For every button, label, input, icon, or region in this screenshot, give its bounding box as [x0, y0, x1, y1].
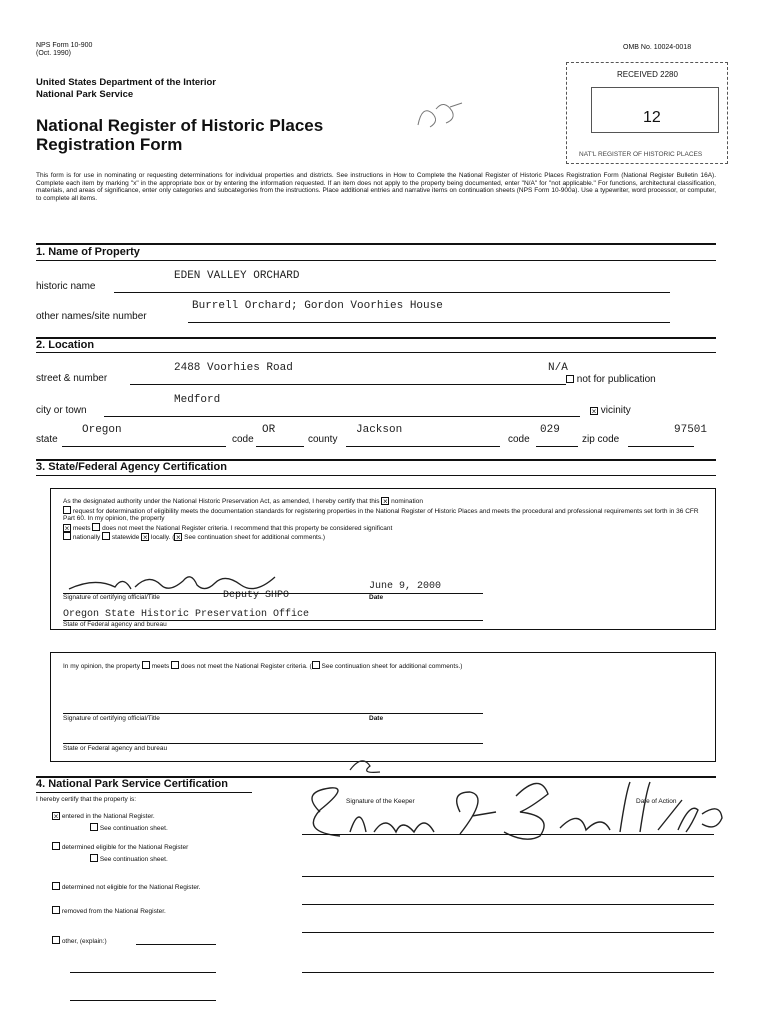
historic-name-value: EDEN VALLEY ORCHARD: [174, 270, 300, 282]
other-names-label: other names/site number: [36, 311, 147, 322]
received-stamp: [566, 62, 728, 164]
checkbox: [142, 661, 150, 669]
checkbox: [52, 906, 60, 914]
checkbox: [90, 823, 98, 831]
other-names-value: Burrell Orchard; Gordon Voorhies House: [192, 300, 443, 312]
keeper-signature: [290, 752, 730, 852]
checkbox: [566, 375, 574, 383]
state-label: state: [36, 434, 58, 445]
checkbox: [102, 532, 110, 540]
cert-item-text: determined not eligible for the National Register.: [61, 884, 201, 891]
stamp-nat-text: NAT'L REGISTER OF HISTORIC PLACES: [579, 151, 703, 158]
vicinity-label: vicinity: [600, 405, 631, 416]
county-code-label: code: [508, 434, 530, 445]
section-1-heading: 1. Name of Property: [36, 246, 140, 258]
county-label: county: [308, 434, 338, 445]
see-continuation: See continuation sheet.: [99, 824, 168, 832]
certify-intro: I hereby certify that the property is:: [36, 796, 137, 803]
cert-item-text: other, (explain:): [61, 938, 107, 945]
department-name: United States Department of the Interior: [36, 77, 216, 88]
stamp-number: 12: [643, 109, 661, 126]
city-value: Medford: [174, 394, 221, 406]
handwritten-initials: [410, 95, 470, 140]
city-label: city or town: [36, 405, 87, 416]
historic-name-label: historic name: [36, 281, 96, 292]
county-code-value: 029: [540, 424, 560, 436]
date-label: Date: [369, 594, 384, 601]
cert-text-2: request for determination of eligibility meets the documentation standards for registering properties in the National Register of Historic Places and meets the procedural and professional requirements set forth in 36 CFR Part 60. In my opinion, the property: [63, 507, 699, 522]
sig-title: Deputy SHPO: [223, 590, 290, 601]
checkbox-checked: [174, 533, 182, 541]
opinion-rest: does not meet the National Register criteria. (: [180, 663, 312, 670]
see-continuation: See continuation sheet.: [99, 855, 168, 863]
form-date: (Oct. 1990): [36, 50, 72, 57]
checkbox: [312, 661, 320, 669]
keeper-sig-label: Signature of the Keeper: [346, 798, 415, 805]
nationally-label: nationally: [72, 534, 101, 541]
certification-box: [50, 488, 716, 630]
opinion-paragraph: [63, 661, 703, 671]
checkbox: [63, 506, 71, 514]
meets-label: meets: [72, 524, 91, 532]
cert-item-text: determined eligible for the National Register: [61, 844, 189, 851]
service-name: National Park Service: [36, 89, 134, 100]
zip-value: 97501: [674, 424, 708, 436]
opinion-continuation: See continuation sheet for additional comments.): [321, 663, 463, 670]
date-of-action-label: Date of Action: [636, 798, 677, 805]
stamp-received: RECEIVED 2280: [617, 70, 678, 79]
na-value: N/A: [548, 362, 568, 374]
checkbox: [52, 842, 60, 850]
checkbox-checked: [381, 497, 389, 505]
sig-label-2: Signature of certifying official/Title: [63, 715, 160, 722]
cert-item-entered: [52, 812, 222, 832]
form-subtitle: Registration Form: [36, 135, 183, 154]
state-code-value: OR: [262, 424, 276, 436]
checkbox: [63, 532, 71, 540]
cert-item-text: entered in the National Register.: [61, 813, 155, 820]
not-for-publication: [566, 374, 656, 385]
agency-label: State of Federal agency and bureau: [63, 621, 167, 628]
state-value: Oregon: [82, 424, 122, 436]
sig-label: Signature of certifying official/Title: [63, 594, 160, 601]
checkbox-checked: [63, 524, 71, 532]
see-continuation: See continuation sheet for additional comments.): [184, 534, 326, 541]
state-code-label: code: [232, 434, 254, 445]
cert-paragraph: [63, 497, 703, 542]
cert-date: June 9, 2000: [369, 581, 442, 592]
checkbox: [92, 523, 100, 531]
not-pub-label: not for publication: [576, 374, 656, 385]
statewide-label: statewide: [111, 534, 140, 541]
instructions: This form is for use in nominating or requesting determinations for individual properties and districts. See instructions in How to Complete the National Register of Historic Places Registration Form (National Register Bulletin 16A). Complete each item by marking "x" in the appropriate box or by entering the information requested. If an item does not apply to the property being documented, enter "N/A" for "not applicable." For functions, architectural classification, materials, and areas of significance, enter only categories and subcategories from the instructions. Place additional entries and narrative items on continuation sheets (NPS Form 10-900a). Use a typewriter, word processor, or computer, to complete all items.: [36, 172, 716, 202]
section-2-heading: 2. Location: [36, 339, 95, 351]
street-value: 2488 Voorhies Road: [174, 362, 293, 374]
nomination-label: nomination: [391, 498, 423, 505]
zip-label: zip code: [582, 434, 620, 445]
cert-item-not-eligible: [52, 882, 202, 892]
section-4-heading: 4. National Park Service Certification: [36, 778, 228, 790]
omb-number: OMB No. 10024-0018: [623, 44, 692, 51]
checkbox-checked: [590, 407, 598, 415]
opinion-text: In my opinion, the property: [63, 663, 140, 670]
date-label-2: Date: [369, 715, 384, 722]
checkbox: [52, 936, 60, 944]
form-title: National Register of Historic Places: [36, 116, 324, 135]
cert-item-removed: [52, 906, 202, 916]
locally-label: locally. (: [151, 534, 175, 541]
agency-label-2: State or Federal agency and bureau: [63, 745, 168, 752]
cert-item-eligible: [52, 842, 202, 863]
checkbox: [171, 661, 179, 669]
checkbox-checked: [141, 533, 149, 541]
form-number: NPS Form 10-900: [36, 42, 93, 49]
agency-value: Oregon State Historic Preservation Office: [63, 609, 310, 620]
checkbox-checked: [52, 812, 60, 820]
cert-text-1: As the designated authority under the National Historic Preservation Act, as amended, I hereby certify that this: [63, 498, 380, 505]
cert-text-3: does not meet the National Register criteria. I recommend that this property be considered significant: [102, 524, 393, 532]
checkbox: [52, 882, 60, 890]
cert-item-text: removed from the National Register.: [61, 908, 166, 915]
section-3-heading: 3. State/Federal Agency Certification: [36, 461, 227, 473]
county-value: Jackson: [356, 424, 403, 436]
vicinity: [590, 405, 631, 416]
opinion-box: [50, 652, 716, 762]
opinion-meets: meets: [151, 663, 170, 670]
checkbox: [90, 854, 98, 862]
street-label: street & number: [36, 373, 108, 384]
